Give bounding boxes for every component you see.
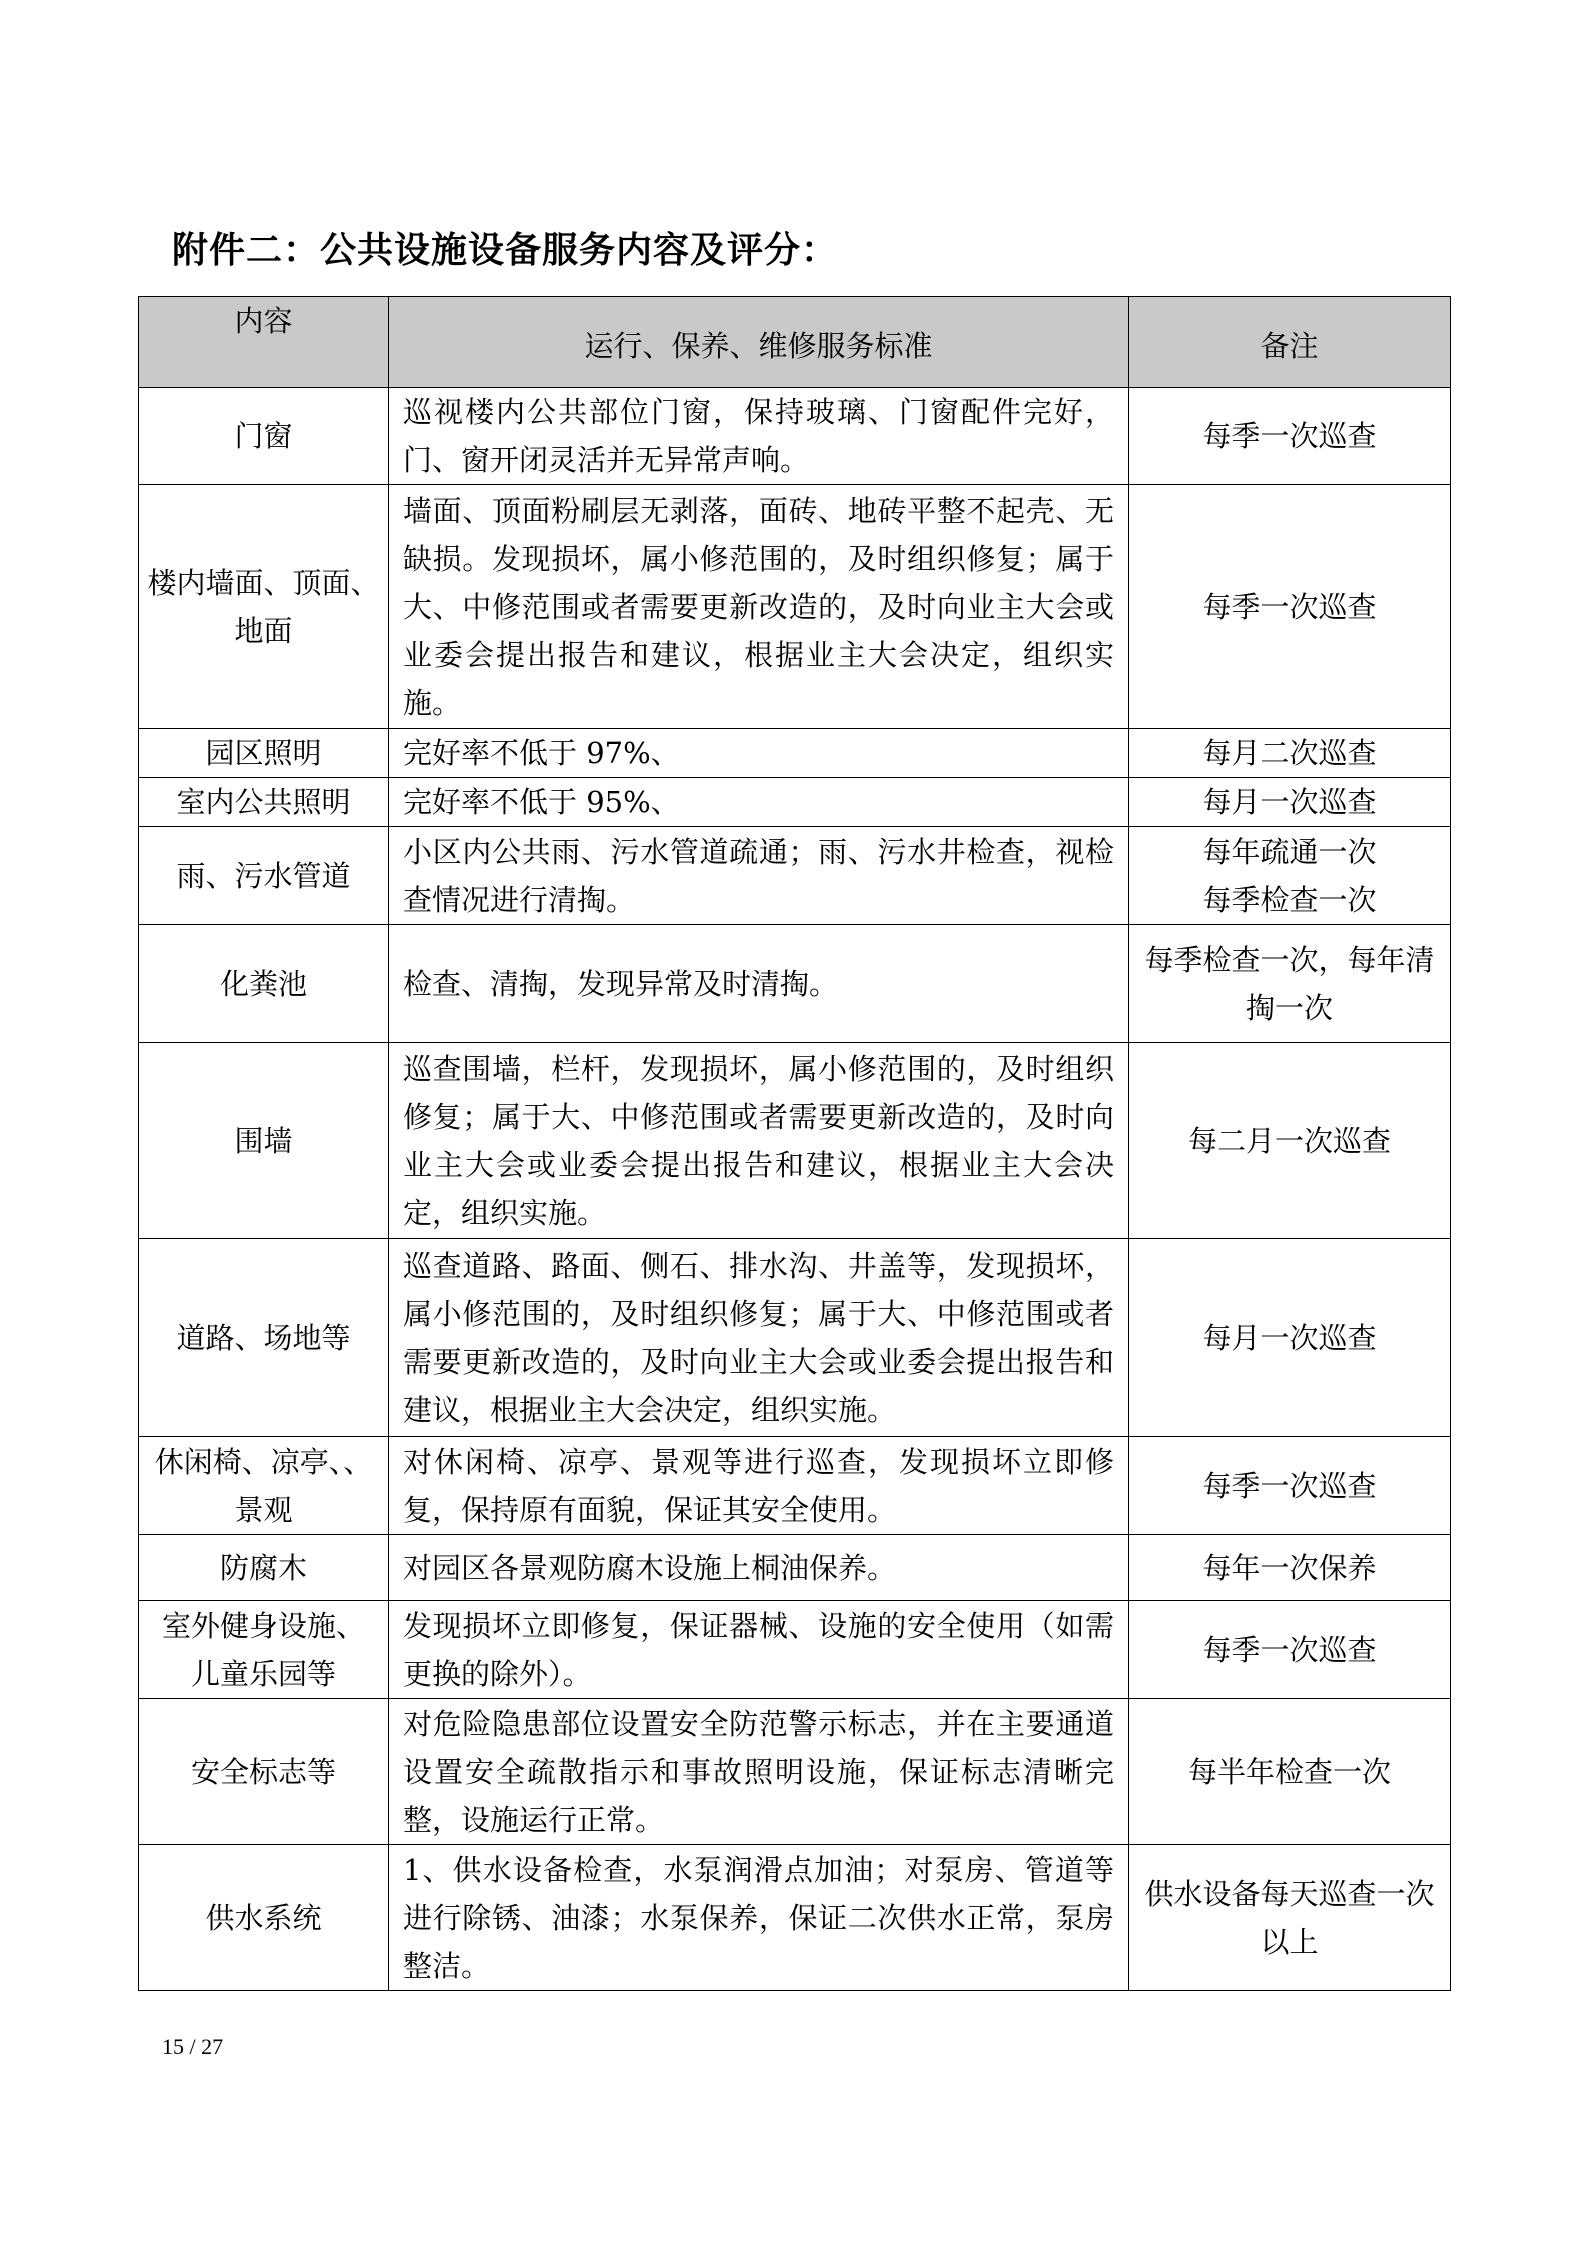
row-standard: 墙面、顶面粉刷层无剥落，面砖、地砖平整不起壳、无缺损。发现损坏，属小修范围的，及时组织修复；属于大、中修范围或者需要更新改造的，及时向业主大会或业委会提出报告和建议，根据业主大会决定，组织实施。 bbox=[389, 485, 1129, 729]
table-row bbox=[139, 1043, 1451, 1239]
row-item: 道路、场地等 bbox=[139, 1239, 389, 1437]
table-row bbox=[139, 1699, 1451, 1845]
row-item-line: 儿童乐园等 bbox=[190, 1656, 336, 1691]
table-row bbox=[139, 1535, 1451, 1601]
row-standard: 对危险隐患部位设置安全防范警示标志，并在主要通道设置安全疏散指示和事故照明设施，保证标志清晰完整，设施运行正常。 bbox=[389, 1699, 1129, 1845]
table-row bbox=[139, 1239, 1451, 1437]
table-row bbox=[139, 729, 1451, 778]
row-standard: 对园区各景观防腐木设施上桐油保养。 bbox=[389, 1535, 1129, 1601]
table-header-row bbox=[139, 297, 1451, 388]
row-note: 供水设备每天巡查一次以上 bbox=[1129, 1845, 1451, 1991]
table-row bbox=[139, 925, 1451, 1043]
row-item bbox=[139, 1601, 389, 1699]
row-note-line: 每年疏通一次 bbox=[1202, 834, 1377, 869]
row-note bbox=[1129, 827, 1451, 925]
row-item bbox=[139, 485, 389, 729]
table-row bbox=[139, 1437, 1451, 1535]
row-note: 每季一次巡查 bbox=[1129, 485, 1451, 729]
table-row bbox=[139, 388, 1451, 485]
row-item: 园区照明 bbox=[139, 729, 389, 778]
table-row bbox=[139, 485, 1451, 729]
table-row bbox=[139, 778, 1451, 827]
row-item: 围墙 bbox=[139, 1043, 389, 1239]
row-standard: 巡视楼内公共部位门窗，保持玻璃、门窗配件完好，门、窗开闭灵活并无异常声响。 bbox=[389, 388, 1129, 485]
row-note: 每半年检查一次 bbox=[1129, 1699, 1451, 1845]
service-standards-table bbox=[138, 296, 1451, 1991]
row-note: 每季检查一次，每年清掏一次 bbox=[1129, 925, 1451, 1043]
header-note: 备注 bbox=[1129, 297, 1451, 388]
row-standard: 1、供水设备检查，水泵润滑点加油；对泵房、管道等进行除锈、油漆；水泵保养，保证二次供水正常，泵房整洁。 bbox=[389, 1845, 1129, 1991]
row-item-line: 室外健身设施、 bbox=[161, 1608, 365, 1643]
row-standard: 巡查围墙，栏杆，发现损坏，属小修范围的，及时组织修复；属于大、中修范围或者需要更新改造的，及时向业主大会或业委会提出报告和建议，根据业主大会决定，组织实施。 bbox=[389, 1043, 1129, 1239]
row-note: 每季一次巡查 bbox=[1129, 1437, 1451, 1535]
row-item bbox=[139, 1437, 389, 1535]
row-note-line: 每季检查一次 bbox=[1202, 882, 1377, 917]
row-item-line: 楼内墙面、顶面、 bbox=[147, 565, 380, 600]
row-standard: 小区内公共雨、污水管道疏通；雨、污水井检查，视检查情况进行清掏。 bbox=[389, 827, 1129, 925]
row-item-line: 地面 bbox=[234, 613, 293, 648]
row-item-line: 休闲椅、凉亭、、 bbox=[154, 1444, 373, 1479]
table-row bbox=[139, 1845, 1451, 1991]
row-item: 安全标志等 bbox=[139, 1699, 389, 1845]
row-standard: 发现损坏立即修复，保证器械、设施的安全使用（如需更换的除外）。 bbox=[389, 1601, 1129, 1699]
row-standard: 检查、清掏，发现异常及时清掏。 bbox=[389, 925, 1129, 1043]
page-title: 附件二：公共设施设备服务内容及评分： bbox=[172, 229, 839, 271]
row-standard: 对休闲椅、凉亭、景观等进行巡查，发现损坏立即修复，保持原有面貌，保证其安全使用。 bbox=[389, 1437, 1129, 1535]
row-item: 化粪池 bbox=[139, 925, 389, 1043]
row-item: 雨、污水管道 bbox=[139, 827, 389, 925]
table-row bbox=[139, 827, 1451, 925]
row-standard: 巡查道路、路面、侧石、排水沟、井盖等，发现损坏，属小修范围的，及时组织修复；属于大、中修范围或者需要更新改造的，及时向业主大会或业委会提出报告和建议，根据业主大会决定，组织实施。 bbox=[389, 1239, 1129, 1437]
row-item-line: 景观 bbox=[234, 1492, 293, 1527]
header-standard: 运行、保养、维修服务标准 bbox=[389, 297, 1129, 388]
page-number: 15 / 27 bbox=[162, 2034, 224, 2059]
row-note: 每月一次巡查 bbox=[1129, 778, 1451, 827]
row-note: 每年一次保养 bbox=[1129, 1535, 1451, 1601]
row-note: 每二月一次巡查 bbox=[1129, 1043, 1451, 1239]
row-note: 每月一次巡查 bbox=[1129, 1239, 1451, 1437]
row-note: 每季一次巡查 bbox=[1129, 388, 1451, 485]
table-row bbox=[139, 1601, 1451, 1699]
row-note: 每月二次巡查 bbox=[1129, 729, 1451, 778]
row-standard: 完好率不低于 95%、 bbox=[389, 778, 1129, 827]
row-item: 防腐木 bbox=[139, 1535, 389, 1601]
row-standard: 完好率不低于 97%、 bbox=[389, 729, 1129, 778]
row-item: 室内公共照明 bbox=[139, 778, 389, 827]
row-note: 每季一次巡查 bbox=[1129, 1601, 1451, 1699]
row-item: 门窗 bbox=[139, 388, 389, 485]
header-item: 内容 bbox=[139, 297, 389, 388]
row-item: 供水系统 bbox=[139, 1845, 389, 1991]
